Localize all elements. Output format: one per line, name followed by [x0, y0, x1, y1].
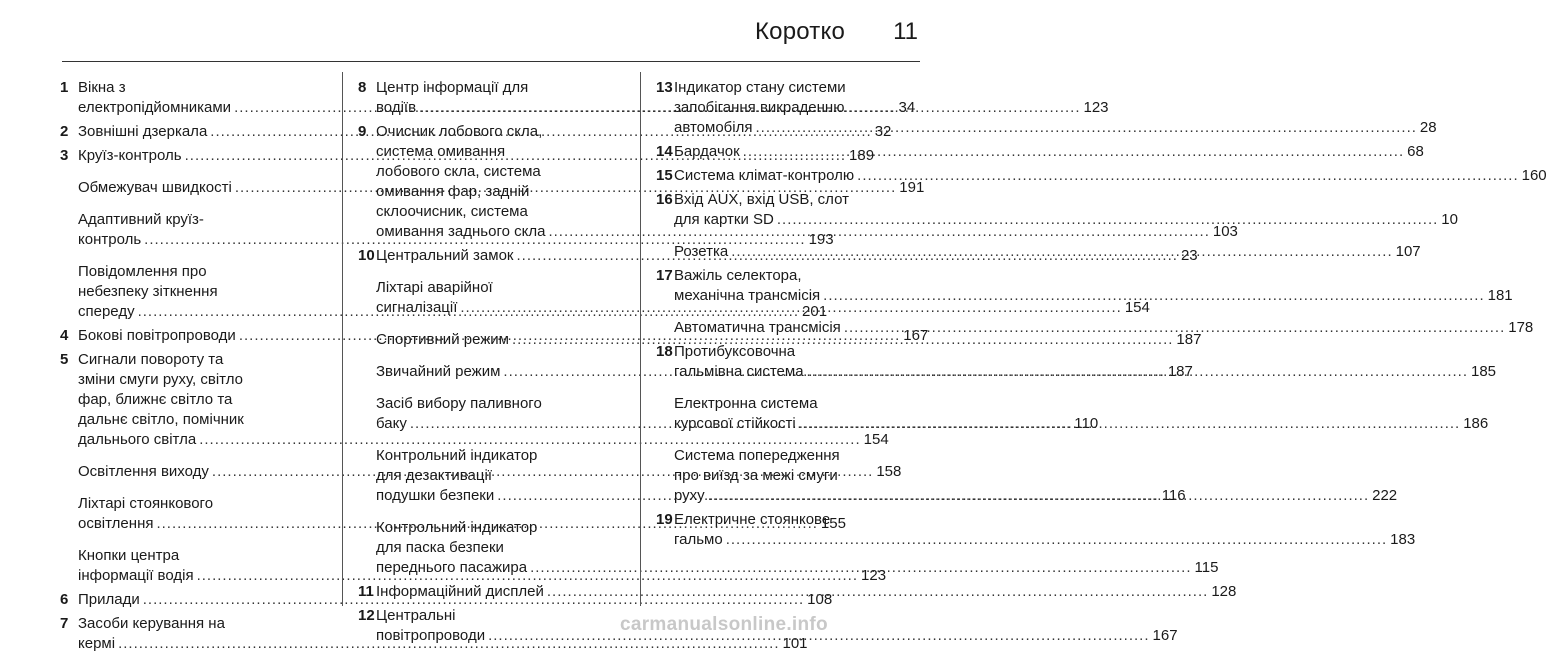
column-divider: [342, 72, 343, 606]
entry-label: подушки безпеки: [376, 487, 495, 504]
entry-number: [358, 394, 376, 434]
entry-last-line: [674, 414, 1488, 434]
page-header: [0, 0, 960, 62]
dot-leader: [726, 530, 1387, 550]
entry-label: омивання заднього скла: [376, 223, 546, 240]
entry-line: Повідомлення про: [78, 263, 207, 280]
entry-last-line: [674, 318, 1533, 338]
dot-leader: [708, 486, 1369, 506]
index-entry: [656, 510, 1416, 550]
entry-line: склоочисник, система: [376, 203, 528, 220]
entry-page-ref[interactable]: 167: [1152, 627, 1178, 644]
entry-line: Адаптивний круїз-: [78, 211, 204, 228]
entry-page-ref[interactable]: 178: [1508, 319, 1534, 336]
entry-line: Ліхтарі аварійної: [376, 279, 493, 296]
entry-label: переднього пасажира: [376, 559, 528, 576]
entry-number: [656, 242, 674, 262]
entry-page-ref[interactable]: 191: [899, 179, 925, 196]
dot-leader: [799, 414, 1460, 434]
entry-number: 19: [656, 511, 673, 528]
entry-page-ref[interactable]: 123: [861, 567, 887, 584]
entry-number: 7: [60, 615, 69, 632]
entry-line: зміни смуги руху, світло: [78, 371, 243, 388]
entry-number: 5: [60, 351, 69, 368]
page-title: Коротко: [754, 18, 845, 45]
entry-page-ref[interactable]: 116: [1161, 487, 1186, 504]
dot-leader: [755, 118, 1416, 138]
entry-number: [60, 210, 78, 250]
entry-page-ref[interactable]: 123: [1083, 99, 1109, 116]
entry-line: Система попередження: [674, 447, 840, 464]
entry-label: Центральний замок: [376, 247, 514, 264]
entry-number: [358, 362, 376, 382]
entry-page-ref[interactable]: 115: [1194, 559, 1219, 576]
entry-page-ref[interactable]: 193: [808, 231, 834, 248]
entry-page-ref[interactable]: 108: [807, 591, 833, 608]
entry-line: Вхід AUX, вхід USB, слот: [674, 191, 849, 208]
entry-page-ref[interactable]: 181: [1487, 287, 1513, 304]
entry-label: контроль: [78, 231, 142, 248]
entry-label: електропідйомниками: [78, 99, 232, 116]
dot-leader: [823, 286, 1484, 306]
entry-number: [60, 462, 78, 482]
entry-last-line: [674, 242, 1421, 262]
entry-last-line: [674, 362, 1496, 382]
entry-line: небезпеку зіткнення: [78, 283, 218, 300]
entry-page-ref[interactable]: 187: [1167, 363, 1193, 380]
index-entry: [656, 166, 1547, 186]
dot-leader: [731, 242, 1392, 262]
entry-text: [674, 510, 1415, 550]
entry-number: 15: [656, 167, 673, 184]
entry-line: для паска безпеки: [376, 539, 504, 556]
entry-line: лобового скла, система: [376, 163, 541, 180]
entry-label: для картки SD: [674, 211, 774, 228]
entry-label: баку: [376, 415, 407, 432]
entry-label: Автоматична трансмісія: [674, 319, 841, 336]
entry-label: повітропроводи: [376, 627, 486, 644]
entry-last-line: [674, 486, 1397, 506]
dot-leader: [777, 210, 1438, 230]
entry-line: Важіль селектора,: [674, 267, 802, 284]
entry-number: [656, 446, 674, 506]
entry-line: Ліхтарі стоянкового: [78, 495, 214, 512]
entry-page-ref[interactable]: 222: [1372, 487, 1398, 504]
entry-number: 10: [358, 247, 375, 264]
entry-label: інформації водія: [78, 567, 194, 584]
column-divider: [640, 72, 641, 606]
entry-number: [60, 178, 78, 198]
entry-page-ref[interactable]: 103: [1212, 223, 1238, 240]
entry-page-ref[interactable]: 185: [1470, 363, 1497, 380]
entry-line: Електронна система: [674, 395, 818, 412]
entry-number: 17: [656, 267, 673, 284]
entry-label: Спортивний режим: [376, 331, 509, 348]
entry-number: 4: [60, 327, 69, 344]
entry-text: [674, 266, 1513, 306]
entry-number: 13: [656, 79, 673, 96]
entry-last-line: [674, 210, 1458, 230]
entry-label: механічна трансмісія: [674, 287, 821, 304]
dot-leader: [844, 318, 1505, 338]
entry-text: [674, 318, 1533, 338]
entry-number: [656, 318, 674, 338]
entry-label: освітлення: [78, 515, 154, 532]
entry-line: Протибуксовочна: [674, 343, 796, 360]
entry-page-ref[interactable]: 158: [876, 463, 902, 480]
index-entry: [656, 266, 1513, 306]
entry-page-ref[interactable]: 101: [782, 635, 808, 652]
entry-page-ref[interactable]: 186: [1463, 415, 1489, 432]
dot-leader: [530, 558, 1191, 578]
entry-line: фар, ближнє світло та: [78, 391, 233, 408]
entry-page-ref[interactable]: 34: [898, 99, 916, 116]
entry-page-ref[interactable]: 160: [1521, 167, 1547, 184]
entry-line: Електричне стоянкове: [674, 511, 831, 528]
entry-line: Центральні: [376, 607, 456, 624]
entry-label: Система клімат-контролю: [674, 167, 855, 184]
entry-number: 3: [60, 147, 69, 164]
entry-text: [674, 446, 1397, 506]
entry-text: [674, 242, 1421, 262]
index-entry: [656, 190, 1458, 230]
dot-leader: [547, 582, 1208, 602]
entry-label: Звичайний режим: [376, 363, 501, 380]
header-rule: [62, 61, 920, 62]
entry-label: кермі: [78, 635, 116, 652]
entry-page-ref[interactable]: 110: [1074, 415, 1099, 432]
entry-line: про виїзд за межі смуги: [674, 467, 838, 484]
entry-label: Прилади: [78, 591, 140, 608]
entry-number: [358, 330, 376, 350]
entry-page-ref[interactable]: 68: [1407, 143, 1424, 160]
entry-number: 1: [60, 79, 69, 96]
entry-number: 8: [358, 79, 367, 96]
entry-line: Очисник лобового скла,: [376, 123, 543, 140]
entry-number: [358, 446, 376, 506]
entry-number: [358, 518, 376, 578]
entry-last-line: [674, 118, 1437, 138]
index-entry: [656, 142, 1424, 162]
entry-number: 11: [358, 583, 374, 600]
entry-line: Сигнали повороту та: [78, 351, 224, 368]
entry-number: [60, 262, 78, 322]
entry-line: запобігання викраденню: [674, 99, 845, 116]
entry-last-line: [376, 582, 1236, 602]
dot-leader: [743, 142, 1404, 162]
dot-leader: [857, 166, 1518, 186]
entry-line: Засоби керування на: [78, 615, 225, 632]
entry-number: 9: [358, 123, 367, 140]
entry-line: Кнопки центра: [78, 547, 180, 564]
entry-page-ref[interactable]: 187: [1176, 331, 1202, 348]
entry-label: гальмівна система: [674, 363, 804, 380]
entry-page-ref[interactable]: 183: [1390, 531, 1416, 548]
entry-label: Зовнішні дзеркала: [78, 123, 208, 140]
entry-label: Бокові повітропроводи: [78, 327, 236, 344]
entry-text: [674, 142, 1424, 162]
entry-label: Освітлення виходу: [78, 463, 209, 480]
entry-page-ref[interactable]: 107: [1395, 243, 1421, 260]
page-number: 11: [893, 18, 918, 45]
entry-page-ref[interactable]: 10: [1441, 211, 1458, 228]
entry-number: [358, 278, 376, 318]
entry-number: [60, 494, 78, 534]
entry-text: [674, 78, 1437, 138]
entry-line: система омивання: [376, 143, 506, 160]
entry-label: сигналізації: [376, 299, 458, 316]
entry-last-line: [674, 530, 1415, 550]
entry-page-ref[interactable]: 189: [849, 147, 875, 164]
entry-text: [674, 166, 1547, 186]
entry-number: 12: [358, 607, 375, 624]
watermark: carmanualsonline.info: [620, 614, 828, 635]
entry-line: омивання фар, задній: [376, 183, 530, 200]
entry-text: [674, 394, 1488, 434]
entry-line: для дезактивації: [376, 467, 492, 484]
entry-label: курсової стійкості: [674, 415, 796, 432]
entry-text: [376, 582, 1236, 602]
entry-number: 6: [60, 591, 69, 608]
entry-label: спереду: [78, 303, 135, 320]
entry-page-ref[interactable]: 154: [1124, 299, 1150, 316]
dot-leader: [807, 362, 1468, 382]
entry-label: Круїз-контроль: [78, 147, 182, 164]
entry-number: 18: [656, 343, 673, 360]
entry-label: дальнього світла: [78, 431, 197, 448]
entry-line: Контрольний індикатор: [376, 447, 538, 464]
entry-page-ref[interactable]: 155: [820, 515, 846, 532]
entry-page-ref[interactable]: 201: [802, 303, 828, 320]
entry-label: Інформаційний дисплей: [376, 583, 544, 600]
entry-page-ref[interactable]: 23: [1180, 247, 1198, 264]
entry-number: [60, 546, 78, 586]
entry-number: 14: [656, 143, 673, 160]
entry-label: водіїв: [376, 99, 417, 116]
entry-line: Індикатор стану системи: [674, 79, 846, 96]
entry-number: 2: [60, 123, 69, 140]
entry-number: 16: [656, 191, 673, 208]
entry-page-ref[interactable]: 154: [863, 431, 889, 448]
entry-line: Контрольний індикатор: [376, 519, 538, 536]
entry-text: [674, 342, 1496, 382]
entry-page-ref[interactable]: 167: [903, 327, 929, 344]
entry-text: [674, 190, 1458, 230]
entry-label: автомобіля: [674, 119, 753, 136]
entry-page-ref[interactable]: 128: [1211, 583, 1237, 600]
entry-last-line: [674, 166, 1547, 186]
entry-number: [656, 394, 674, 434]
entry-page-ref[interactable]: 32: [874, 123, 892, 140]
entry-label: Розетка: [674, 243, 729, 260]
entry-line: Засіб вибору паливного: [376, 395, 542, 412]
entry-label: Бардачок: [674, 143, 740, 160]
entry-label: Обмежувач швидкості: [78, 179, 232, 196]
entry-line: дальнє світло, помічник: [78, 411, 244, 428]
entry-last-line: [674, 142, 1424, 162]
entry-last-line: [376, 558, 1218, 578]
entry-label: гальмо: [674, 531, 723, 548]
entry-page-ref[interactable]: 28: [1419, 119, 1437, 136]
entry-label: руху: [674, 487, 705, 504]
entry-line: Центр інформації для: [376, 79, 529, 96]
entry-line: Вікна з: [78, 79, 126, 96]
entry-last-line: [674, 286, 1513, 306]
